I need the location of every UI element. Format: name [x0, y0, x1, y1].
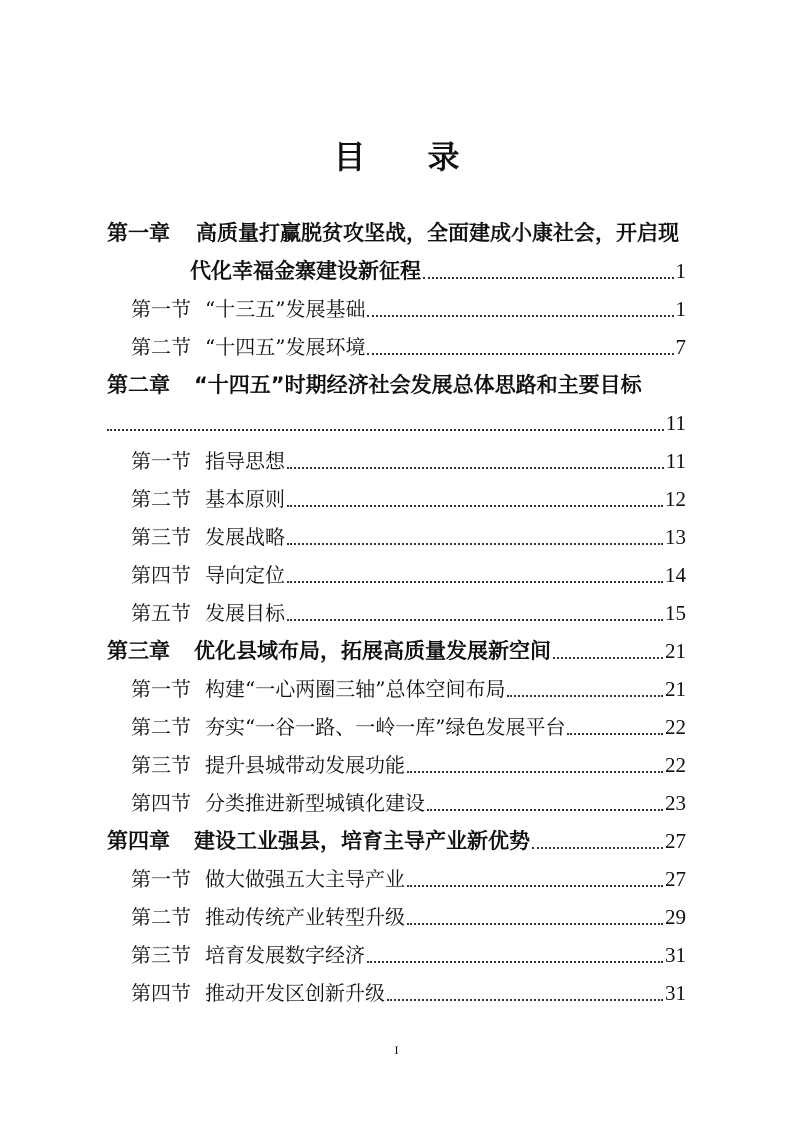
toc-section-1-1[interactable] [131, 296, 686, 322]
toc-text: 构建“一心两圈三轴”总体空间布局 [205, 677, 506, 701]
toc-leader-dots [287, 466, 664, 469]
toc-text: 培育发展数字经济 [205, 943, 365, 967]
toc-leader-dots [407, 922, 663, 925]
toc-page-number: 1 [675, 259, 686, 283]
toc-section-2-2[interactable] [131, 486, 686, 512]
toc-number: 第二节 [131, 335, 191, 359]
toc-text: 导向定位 [205, 563, 285, 587]
toc-number: 第一节 [131, 449, 191, 473]
toc-section-2-3[interactable] [131, 524, 686, 550]
toc-page-number: 21 [665, 639, 686, 663]
toc-section-2-4[interactable] [131, 562, 686, 588]
toc-leader-dots [507, 694, 663, 697]
toc-number: 第二节 [131, 715, 191, 739]
toc-text: 分类推进新型城镇化建设 [205, 791, 425, 815]
toc-chapter-2-line-2[interactable] [107, 410, 686, 436]
toc-page-number: 11 [665, 449, 686, 473]
toc-page-number: 11 [665, 411, 686, 435]
toc-page-number: 21 [665, 677, 686, 701]
toc-text: 提升县城带动发展功能 [205, 753, 405, 777]
toc-number: 第三节 [131, 525, 191, 549]
toc-page-number: 22 [665, 715, 686, 739]
toc-number: 第四节 [131, 563, 191, 587]
toc-number: 第三节 [131, 943, 191, 967]
toc-chapter-3[interactable] [107, 638, 686, 664]
toc-number: 第一节 [131, 297, 191, 321]
toc-number: 第一节 [131, 867, 191, 891]
toc-number: 第三节 [131, 753, 191, 777]
toc-section-2-5[interactable] [131, 600, 686, 626]
toc-chapter-4[interactable] [107, 828, 686, 854]
toc-number: 第一章 [107, 221, 170, 245]
toc-leader-dots [367, 960, 663, 963]
toc-section-3-1[interactable] [131, 676, 686, 702]
toc-section-4-1[interactable] [131, 866, 686, 892]
toc-page-number: 13 [665, 525, 686, 549]
toc-number: 第四章 [107, 829, 170, 853]
toc-page-number: 31 [665, 943, 686, 967]
toc-number: 第三章 [107, 639, 170, 663]
toc-page-number: 14 [665, 563, 686, 587]
toc-text: 基本原则 [205, 487, 285, 511]
toc-section-4-4[interactable] [131, 980, 686, 1006]
toc-leader-dots [553, 656, 663, 659]
page-footer-number: I [394, 1043, 399, 1057]
toc-page-number: 7 [675, 335, 686, 359]
toc-leader-dots [423, 276, 674, 279]
toc-section-4-3[interactable] [131, 942, 686, 968]
toc-page-number: 1 [675, 297, 686, 321]
toc-page-number: 27 [665, 829, 686, 853]
toc-chapter-2-line-1[interactable] [107, 372, 691, 398]
toc-text: 优化县域布局，拓展高质量发展新空间 [194, 639, 551, 663]
toc-page-number: 31 [665, 981, 686, 1005]
toc-section-3-3[interactable] [131, 752, 686, 778]
toc-page-number: 23 [665, 791, 686, 815]
toc-text: 发展目标 [205, 601, 285, 625]
toc-leader-dots [367, 314, 673, 317]
toc-text: “十四五”时期经济社会发展总体思路和主要目标 [194, 373, 642, 397]
toc-number: 第二节 [131, 905, 191, 929]
toc-leader-dots [367, 352, 673, 355]
toc-leader-dots [107, 428, 664, 431]
toc-text: 做大做强五大主导产业 [205, 867, 405, 891]
toc-leader-dots [287, 542, 663, 545]
toc-text: 推动传统产业转型升级 [205, 905, 405, 929]
toc-number: 第二节 [131, 487, 191, 511]
toc-number: 第二章 [107, 373, 170, 397]
toc-number: 第四节 [131, 981, 191, 1005]
toc-page-number: 22 [665, 753, 686, 777]
toc-leader-dots [407, 770, 663, 773]
toc-number: 第一节 [131, 677, 191, 701]
title-char-2: 录 [427, 138, 460, 176]
toc-section-1-2[interactable] [131, 334, 686, 360]
toc-chapter-1-line-1[interactable] [107, 220, 691, 246]
toc-text: 高质量打赢脱贫攻坚战，全面建成小康社会，开启现 [196, 221, 679, 245]
toc-leader-dots [287, 504, 663, 507]
toc-number: 第五节 [131, 601, 191, 625]
toc-text: “十四五”发展环境 [205, 335, 366, 359]
toc-page-number: 27 [665, 867, 686, 891]
toc-number: 第四节 [131, 791, 191, 815]
toc-leader-dots [287, 580, 663, 583]
toc-text: “十三五”发展基础 [205, 297, 366, 321]
toc-section-2-1[interactable] [131, 448, 686, 474]
toc-text: 代化幸福金寨建设新征程 [190, 259, 421, 283]
title-char-1: 目 [333, 138, 366, 176]
toc-text: 建设工业强县，培育主导产业新优势 [194, 829, 530, 853]
toc-text: 夯实“一谷一路、一岭一库”绿色发展平台 [205, 715, 566, 739]
toc-text: 发展战略 [205, 525, 285, 549]
toc-leader-dots [407, 884, 663, 887]
toc-text: 指导思想 [205, 449, 285, 473]
toc-page-number: 12 [665, 487, 686, 511]
toc-chapter-1-line-2[interactable] [190, 258, 686, 284]
toc-page-number: 15 [665, 601, 686, 625]
toc-leader-dots [567, 732, 663, 735]
toc-section-3-4[interactable] [131, 790, 686, 816]
toc-section-4-2[interactable] [131, 904, 686, 930]
toc-leader-dots [532, 846, 663, 849]
toc-page-number: 29 [665, 905, 686, 929]
toc-section-3-2[interactable] [131, 714, 686, 740]
toc-leader-dots [427, 808, 663, 811]
toc-text: 推动开发区创新升级 [205, 981, 385, 1005]
toc-leader-dots [387, 998, 663, 1001]
toc-leader-dots [287, 618, 663, 621]
